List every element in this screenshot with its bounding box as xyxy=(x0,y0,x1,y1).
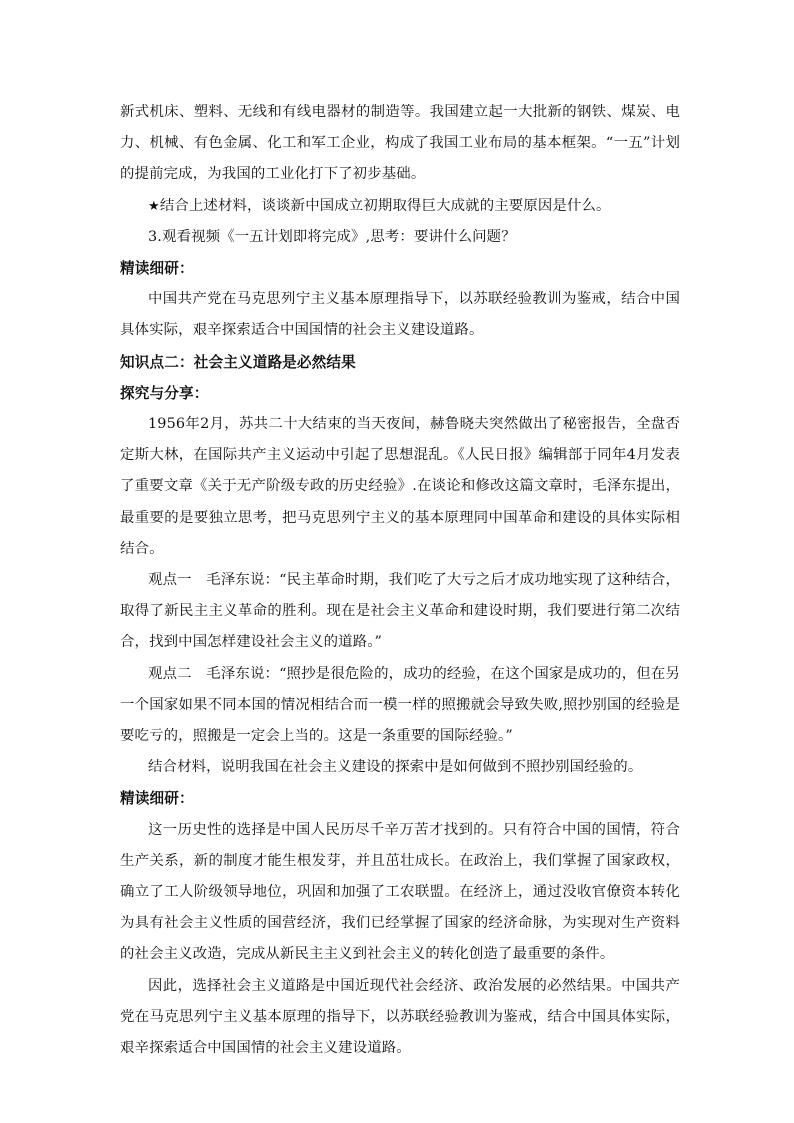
heading-intensive-reading-2: 精读细研： xyxy=(120,790,194,808)
star-question xyxy=(120,191,680,222)
choice-paragraph: 这一历史性的选择是中国人民历尽千辛万苦才找到的。只有符合中国的国情，符合生产关系，新的制度才能生根发芽，并且茁壮成长。在政治上，我们掌握了国家政权，确立了工人阶级领导地位，巩固和加强了工农联盟。在经济上，通过没收官僚资本转化为具有社会主义性质的国营经济，我们已经掌握了国家的经济命脉，为实现对生产资料的社会主义改造，完成从新民主主义到社会主义的转化创造了最重要的条件。 xyxy=(120,821,680,963)
video-question: 3.观看视频《一五计划即将完成》,思考：要讲什么问题？ xyxy=(148,228,516,245)
intro-paragraph: 新式机床、塑料、无线和有线电器材的制造等。我国建立起一大批新的钢铁、煤炭、电力、机械、有色金属、化工和军工企业，构成了我国工业布局的基本框架。“一五”计划的提前完成，为我国的工业化打下了初步基础。 xyxy=(120,104,680,183)
heading-intensive-reading-1: 精读细研： xyxy=(120,260,194,278)
star-icon: ★ xyxy=(148,198,160,214)
star-question-text: 结合上述材料，谈谈新中国成立初期取得巨大成就的主要原因是什么。 xyxy=(159,197,611,214)
document-page xyxy=(120,97,680,1064)
conclusion-paragraph: 因此，选择社会主义道路是中国近现代社会经济、政治发展的必然结果。中国共产党在马克思列宁主义基本原理的指导下，以苏联经验教训为鉴戒，结合中国具体实际，艰辛探索适合中国国情的社会主义建设道路。 xyxy=(120,977,680,1057)
heading-explore-share: 探究与分享： xyxy=(120,384,209,402)
viewpoint-one: 观点一 毛泽东说：“民主革命时期，我们吃了大亏之后才成功地实现了这种结合，取得了新民主主义革命的胜利。现在是社会主义革命和建设时期，我们要进行第二次结合，找到中国怎样建设社会主义的道路。” xyxy=(120,572,680,651)
heading-knowledge-point-2: 知识点二：社会主义道路是必然结果 xyxy=(120,353,356,371)
combine-question: 结合材料，说明我国在社会主义建设的探索中是如何做到不照抄别国经验的。 xyxy=(148,759,643,776)
research-paragraph-1: 中国共产党在马克思列宁主义基本原理指导下，以苏联经验教训为鉴戒，结合中国具体实际，艰辛探索适合中国国情的社会主义建设道路。 xyxy=(120,291,680,339)
paragraph-1956: 1956年2月，苏共二十大结束的当天夜间，赫鲁晓夫突然做出了秘密报告，全盘否定斯大林，在国际共产主义运动中引起了思想混乱。《人民日报》编辑部于同年4月发表了重要文章《关于无产阶级专政的历史经验》.在谈论和修改这篇文章时，毛泽东提出，最重要的是要独立思考，把马克思列宁主义的基本原理同中国革命和建设的具体实际相结合。 xyxy=(120,416,680,557)
viewpoint-two: 观点二 毛泽东说：“照抄是很危险的，成功的经验，在这个国家是成功的，但在另一个国家如果不同本国的情况相结合而一模一样的照搬就会导致失败,照抄别国的经验是要吃亏的，照搬是一定会上当的。这是一条重要的国际经验。” xyxy=(120,665,680,745)
